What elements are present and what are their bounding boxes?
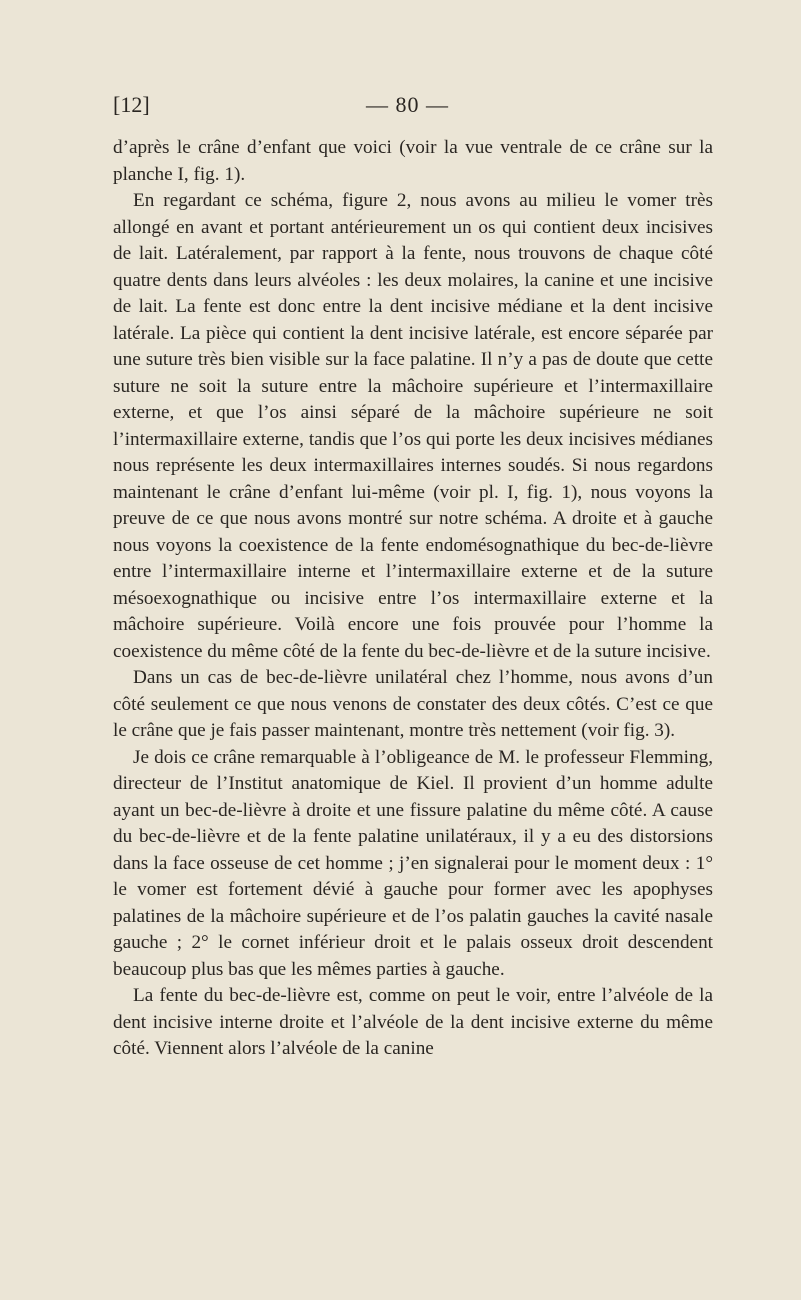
page-number: — 80 — — [366, 92, 449, 117]
page-bracket-number: [12] — [113, 92, 150, 117]
paragraph: La fente du bec-de-lièvre est, comme on peut le voir, entre l’alvéole de la dent incisive interne droite et l’alvéole de la dent incisive externe du même côté. Viennent alors l’alvéole de la canine — [113, 985, 713, 1059]
paragraph: En regardant ce schéma, figure 2, nous avons au milieu le vomer très allongé en avant et portant antérieurement un os qui contient deux incisives de lait. Latéralement, par rapport à la fente, nous trouvons de chaque côté quatre dents dans leurs alvéoles : les deux molaires, la canine et une incisive de lait. La fente est donc entre la dent incisive médiane et la dent incisive latérale. La pièce qui contient la dent incisive latérale, est encore séparée par une suture très bien visible sur la face palatine. Il n’y a pas de doute que cette suture ne soit la suture entre la mâchoire supérieure et l’intermaxillaire externe, et que l’os ainsi séparé de la mâchoire supérieure ne soit l’intermaxillaire externe, tandis que l’os qui porte les deux incisives médianes nous représente les deux intermaxillaires internes soudés. Si nous regardons maintenant le crâne d’enfant lui-même (voir pl. I, fig. 1), nous voyons la preuve de ce que nous avons montré sur notre schéma. A droite et à gauche nous voyons la coexistence de la fente endomésognathique du bec-de-lièvre entre l’intermaxillaire interne et l’intermaxillaire externe et de la suture mésoexognathique ou incisive entre l’os intermaxillaire externe et la mâchoire supérieure. Voilà encore une fois prouvée pour l’homme la coexistence du même côté de la fente du bec-de-lièvre et de la suture incisive. — [113, 190, 713, 662]
body-text — [113, 135, 713, 1063]
paragraph: Dans un cas de bec-de-lièvre unilatéral chez l’homme, nous avons d’un côté seulement ce que nous venons de constater des deux côtés. C’est ce que le crâne que je fais passer maintenant, montre très nettement (voir fig. 3). — [113, 667, 713, 741]
paragraph: Je dois ce crâne remarquable à l’obligeance de M. le professeur Flemming, directeur de l’Institut anatomique de Kiel. Il provient d’un homme adulte ayant un bec-de-lièvre à droite et une fissure palatine du même côté. A cause du bec-de-lièvre et de la fente palatine unilatéraux, il y a eu des distorsions dans la face osseuse de cet homme ; j’en signalerai pour le moment deux : 1° le vomer est fortement dévié à gauche pour former avec les apophyses palatines de la mâchoire supérieure et de l’os palatin gauches la cavité nasale gauche ; 2° le cornet inférieur droit et le palais osseux droit descendent beaucoup plus bas que les mêmes parties à gauche. — [113, 746, 713, 980]
paragraph-continuation: d’après le crâne d’enfant que voici (voir la vue ventrale de ce crâne sur la planche I, fig. 1). — [113, 137, 713, 185]
page-header — [113, 92, 713, 122]
